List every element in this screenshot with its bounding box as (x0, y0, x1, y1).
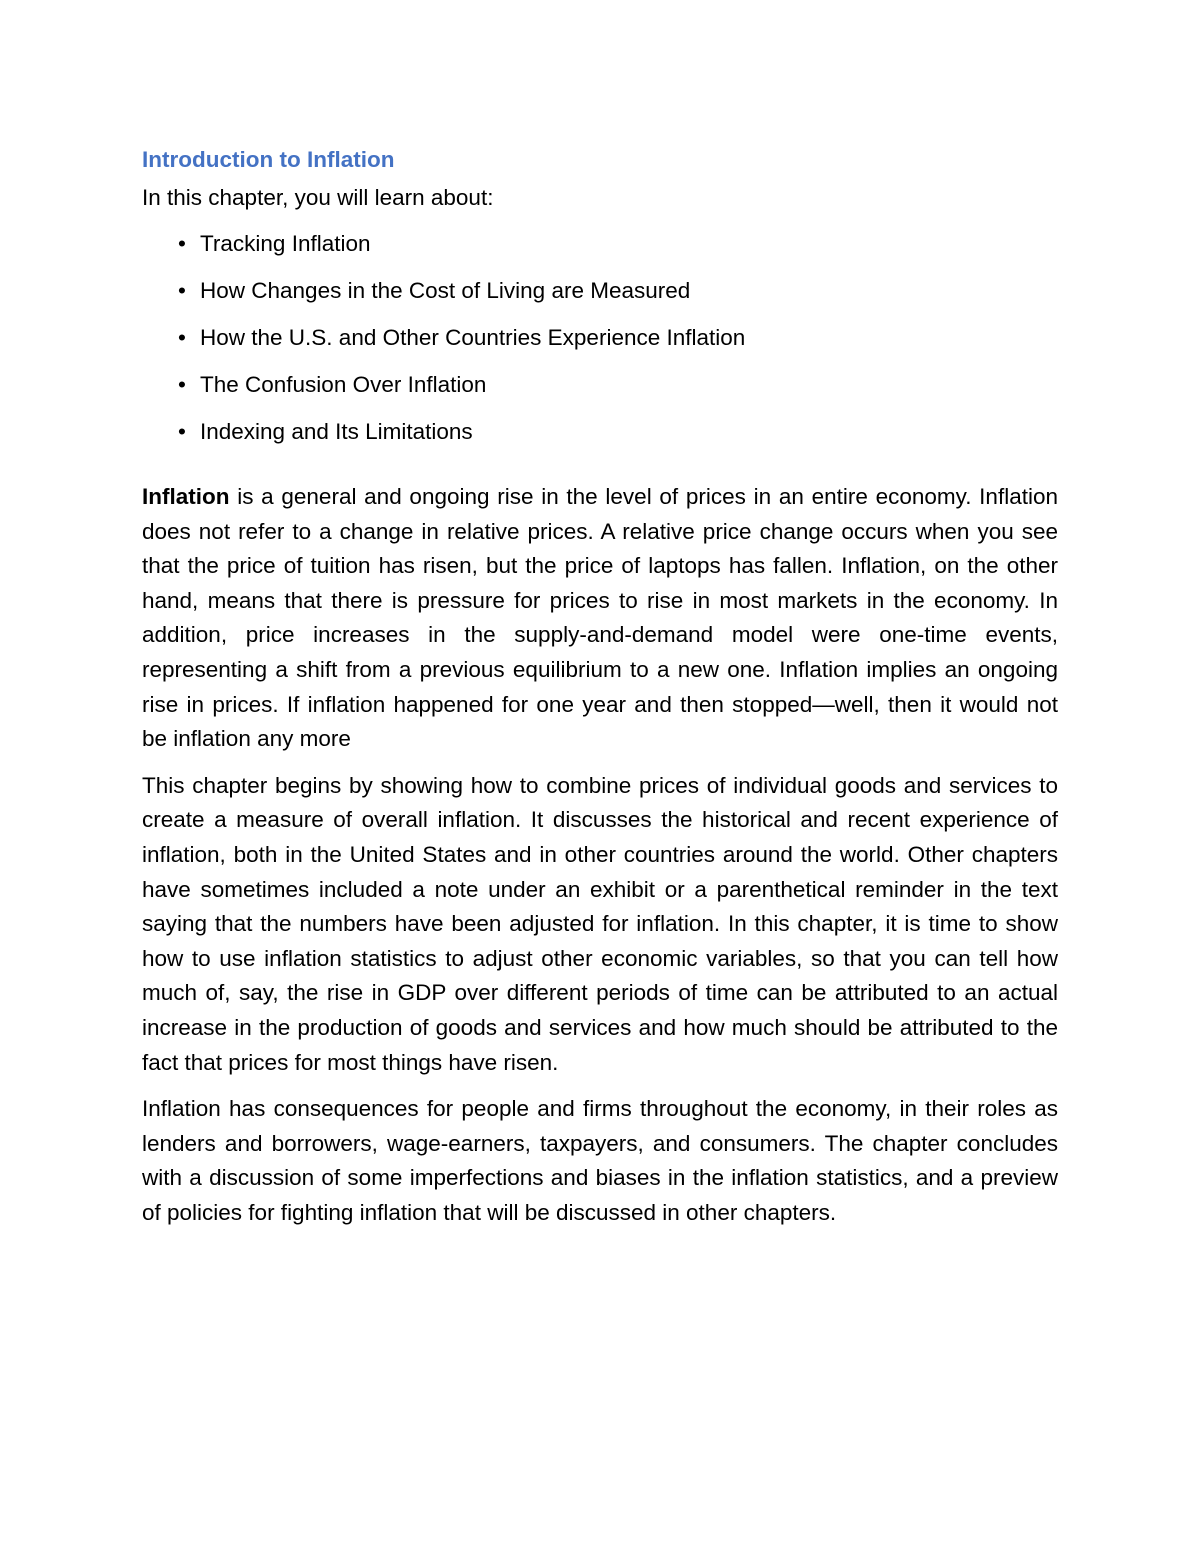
defined-term: Inflation (142, 484, 230, 509)
list-item-label: How Changes in the Cost of Living are Measured (200, 278, 691, 303)
paragraph-consequences: Inflation has consequences for people and firms throughout the economy, in their roles as lenders and borrowers, wage-earners, taxpayers, and consumers. The chapter concludes with a discussion of some imperfections and biases in the inflation statistics, and a preview of policies for fighting inflation that will be discussed in other chapters. (142, 1096, 1058, 1225)
list-item (142, 274, 1058, 308)
paragraph-overview: This chapter begins by showing how to combine prices of individual goods and services to create a measure of overall inflation. It discusses the historical and recent experience of inflation, both in the United States and in other countries around the world. Other chapters have sometimes included a note under an exhibit or a parenthetical reminder in the text saying that the numbers have been adjusted for inflation. In this chapter, it is time to show how to use inflation statistics to adjust other economic variables, so that you can tell how much of, say, the rise in GDP over different periods of time can be attributed to an actual increase in the production of goods and services and how much should be attributed to the fact that prices for most things have risen. (142, 772, 1058, 1075)
bullet-icon: • (178, 372, 186, 397)
intro-line: In this chapter, you will learn about: (142, 185, 494, 210)
chapter-heading: Introduction to Inflation (142, 147, 395, 172)
topic-list (142, 227, 1058, 449)
list-item-label: How the U.S. and Other Countries Experience Inflation (200, 325, 746, 350)
paragraph-definition (142, 480, 1058, 757)
list-item-label: The Confusion Over Inflation (200, 372, 487, 397)
list-item-label: Indexing and Its Limitations (200, 419, 473, 444)
bullet-icon: • (178, 278, 186, 303)
list-item (142, 415, 1058, 449)
list-item (142, 321, 1058, 355)
list-item (142, 227, 1058, 261)
paragraph-text: is a general and ongoing rise in the level of prices in an entire economy. Inflation does not refer to a change in relative prices. A relative price change occurs when you see that the price of tuition has risen, but the price of laptops has fallen. Inflation, on the other hand, means that there is pressure for prices to rise in most markets in the economy. In addition, price increases in the supply-and-demand model were one-time events, representing a shift from a previous equilibrium to a new one. Inflation implies an ongoing rise in prices. If inflation happened for one year and then stopped—well, then it would not be inflation any more (142, 484, 1058, 752)
list-item-label: Tracking Inflation (200, 231, 371, 256)
bullet-icon: • (178, 419, 186, 444)
bullet-icon: • (178, 231, 186, 256)
list-item (142, 368, 1058, 402)
bullet-icon: • (178, 325, 186, 350)
document-body (142, 144, 1058, 1242)
